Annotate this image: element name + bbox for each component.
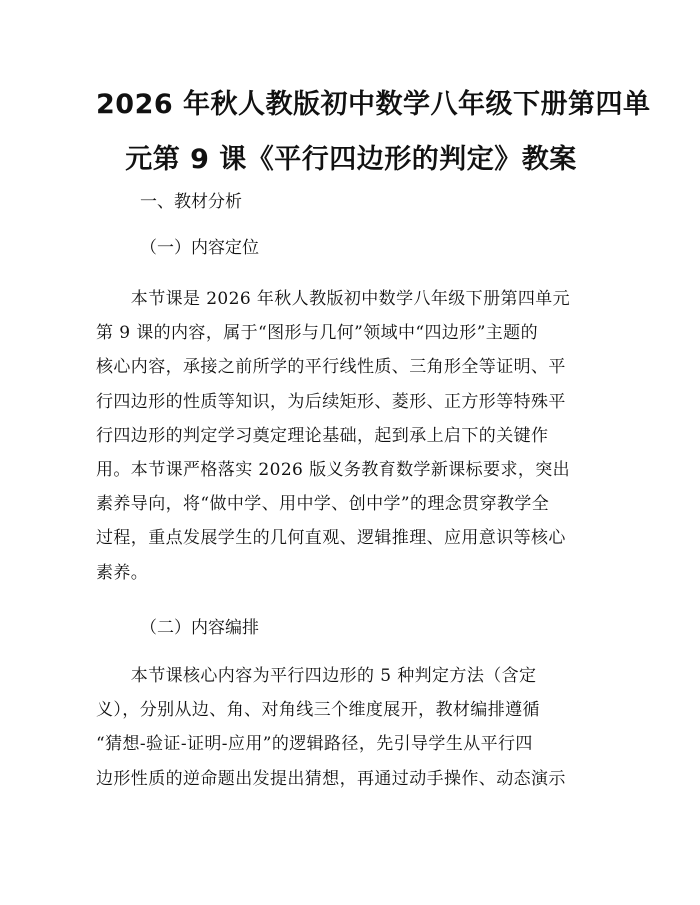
paragraph-content-arrangement — [96, 659, 606, 796]
paragraph-line: 边形性质的逆命题出发提出猜想，再通过动手操作、动态演示 — [96, 768, 566, 789]
subsection-heading-content-arrangement: （二）内容编排 — [140, 618, 259, 638]
paragraph-line: 素养。 — [96, 562, 149, 583]
paragraph-line: 行四边形的判定学习奠定理论基础，起到承上启下的关键作 — [96, 425, 549, 446]
paragraph-line: 行四边形的性质等知识，为后续矩形、菱形、正方形等特殊平 — [96, 391, 566, 412]
paragraph-line: 核心内容，承接之前所学的平行线性质、三角形全等证明、平 — [96, 357, 566, 378]
subsection-heading-content-positioning: （一）内容定位 — [140, 238, 259, 258]
paragraph-content-positioning — [96, 282, 606, 590]
document-title-line-2: 元第 9 课《平行四边形的判定》教案 — [125, 144, 577, 175]
paragraph-line: 用。本节课严格落实 2026 版义务教育数学新课标要求，突出 — [96, 459, 571, 480]
paragraph-line: 素养导向，将“做中学、用中学、创中学”的理念贯穿教学全 — [96, 494, 550, 515]
paragraph-line: 过程，重点发展学生的几何直观、逻辑推理、应用意识等核心 — [96, 528, 566, 549]
paragraph-line: 本节课是 2026 年秋人教版初中数学八年级下册第四单元 — [96, 289, 571, 309]
paragraph-line: 第 9 课的内容，属于“图形与几何”领域中“四边形”主题的 — [96, 323, 538, 344]
paragraph-line: “猜想-验证-证明-应用”的逻辑路径，先引导学生从平行四 — [96, 734, 533, 755]
paragraph-line: 本节课核心内容为平行四边形的 5 种判定方法（含定 — [96, 666, 537, 686]
document-title-line-1: 2026 年秋人教版初中数学八年级下册第四单 — [96, 89, 651, 120]
paragraph-line: 义），分别从边、角、对角线三个维度展开，教材编排遵循 — [96, 700, 540, 721]
section-heading-textbook-analysis: 一、教材分析 — [140, 192, 242, 212]
